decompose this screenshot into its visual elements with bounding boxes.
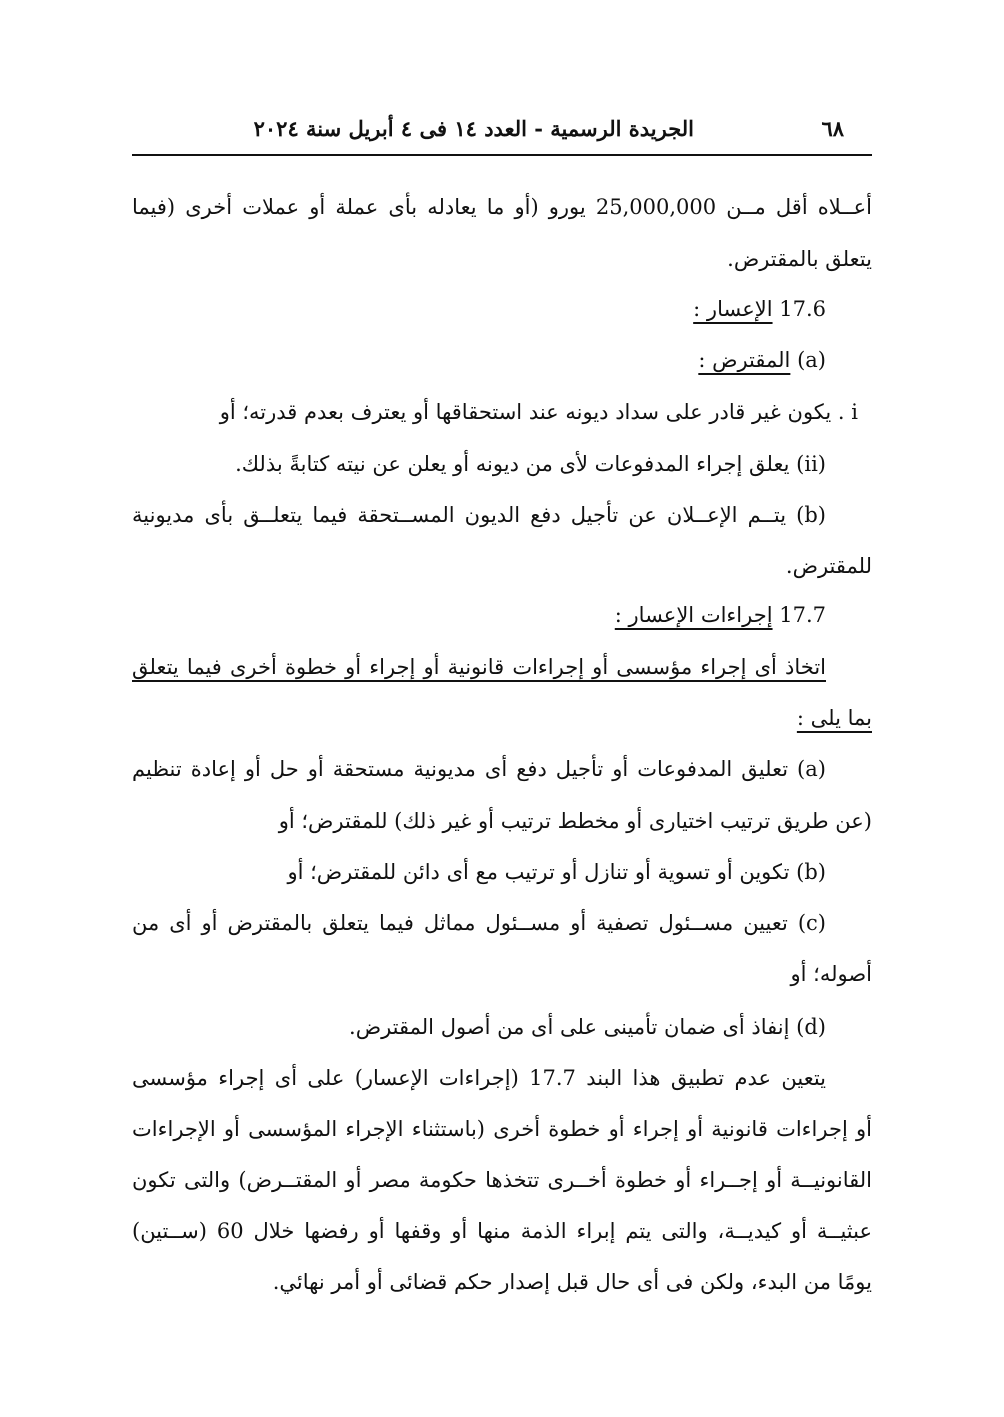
underlined-text: بما يلى : — [796, 706, 872, 730]
body-line: يومًا من البدء، ولكن فى أى حال قبل إصدار حكم قضائى أو أمر نهائي. — [272, 1270, 872, 1294]
body-line: اتخاذ أى إجراء مؤسسى أو إجراءات قانونية أو إجراء أو خطوة أخرى فيما يتعلق — [132, 655, 826, 679]
body-line: أعــلاه أقل مــن 25,000,000 يورو (أو ما يعادله بأى عملة أو عملات أخرى (فيما — [132, 195, 872, 219]
body-line: للمقترض. — [785, 554, 872, 578]
body-line: عبثيــة أو كيديــة، والتى يتم إبراء الذمة منها أو وقفها أو رفضها خلال 60 (ســتين) — [132, 1219, 873, 1243]
body-line: (عن طريق ترتيب اختيارى أو مخطط ترتيب أو غير ذلك) للمقترض؛ أو — [278, 809, 872, 833]
section-number: 17.7 — [779, 603, 826, 627]
list-item: (c) تعيين مســئول تصفية أو مســئول مماثل فيما يتعلق بالمقترض أو أى من — [132, 911, 826, 935]
body-line: يتعلق بالمقترض. — [727, 247, 872, 271]
subheading-title: المقترض : — [698, 348, 791, 372]
section-title: إجراءات الإعسار : — [614, 603, 773, 627]
list-item: (b) يتــم الإعــلان عن تأجيل دفع الديون المســتحقة فيما يتعلــق بأى مديونية — [132, 503, 826, 527]
subheading-borrower — [698, 345, 826, 375]
list-item: (ii) يعلق إجراء المدفوعات لأى من ديونه أو يعلن عن نيته كتابةً بذلك. — [235, 452, 826, 476]
section-number: 17.6 — [779, 297, 826, 321]
body-line — [797, 703, 872, 733]
gazette-title: الجريدة الرسمية - العدد ١٤ فى ٤ أبريل سنة ٢٠٢٤ — [253, 116, 694, 141]
list-item: (d) إنفاذ أى ضمان تأمينى على أى من أصول المقترض. — [349, 1015, 826, 1039]
item-marker: (a) — [797, 348, 826, 372]
section-heading-17-6 — [693, 294, 826, 324]
section-heading-17-7 — [615, 600, 826, 630]
header-rule — [132, 154, 872, 156]
list-item: (b) تكوين أو تسوية أو تنازل أو ترتيب مع أى دائن للمقترض؛ أو — [287, 860, 826, 884]
list-item: (a) تعليق المدفوعات أو تأجيل دفع أى مديونية مستحقة أو حل أو إعادة تنظيم — [132, 757, 826, 781]
section-title: الإعسار : — [693, 297, 773, 321]
list-item: i . يكون غير قادر على سداد ديونه عند استحقاقها أو يعترف بعدم قدرته؛ أو — [219, 400, 858, 424]
body-line: أو إجراءات قانونية أو إجراء أو خطوة أخرى (باستثناء الإجراء المؤسسى أو الإجراءات — [132, 1117, 872, 1141]
body-line: القانونيــة أو إجــراء أو خطوة أخــرى تتخذها حكومة مصر أو المقتــرض) والتى تكون — [132, 1168, 872, 1192]
page-number: ٦٨ — [821, 116, 844, 141]
body-line: أصوله؛ أو — [790, 962, 872, 986]
page-header — [132, 112, 872, 148]
body-line: يتعين عدم تطبيق هذا البند 17.7 (إجراءات الإعسار) على أى إجراء مؤسسى — [132, 1066, 827, 1090]
